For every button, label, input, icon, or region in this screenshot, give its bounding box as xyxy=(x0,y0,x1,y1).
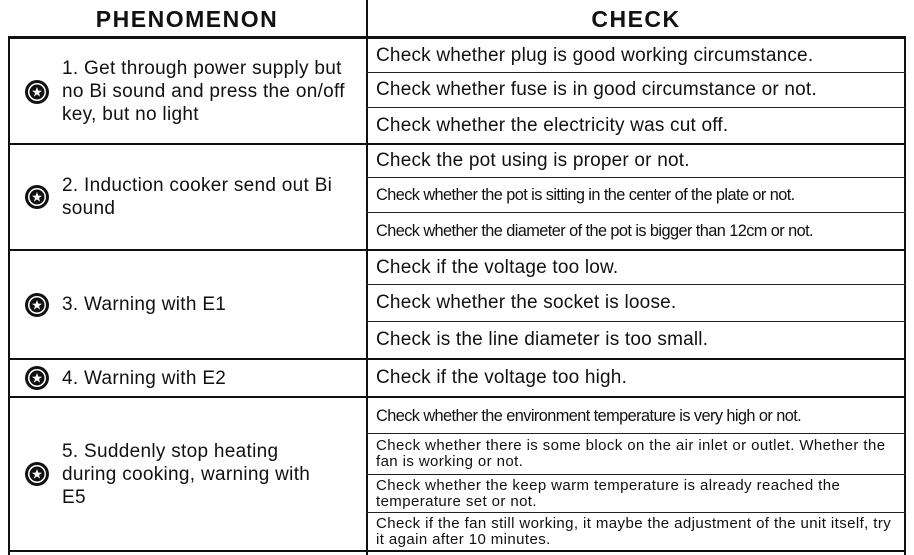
phenomenon-row-1 xyxy=(24,40,364,143)
check-item: Check whether the diameter of the pot is bigger than 12cm or not. xyxy=(376,221,814,240)
star-in-circle-icon xyxy=(24,365,50,391)
check-item: Check whether the electricity was cut off. xyxy=(376,114,729,136)
star-in-circle-icon xyxy=(24,184,50,210)
check-item: Check whether the pot is sitting in the center of the plate or not. xyxy=(376,185,795,204)
check-item: Check whether plug is good working circumstance. xyxy=(376,44,814,66)
phenomenon-row-5 xyxy=(24,398,334,550)
check-item: Check if the fan still working, it maybe the adjustment of the unit itself, try it again after 10 minutes. xyxy=(376,514,892,548)
check-item: Check whether the keep warm temperature is already reached the temperature set or not. xyxy=(376,476,841,510)
check-item: Check whether there is some block on the air inlet or outlet. Whether the fan is working or not. xyxy=(376,437,886,470)
phenomenon-text: 4. Warning with E2 xyxy=(62,367,227,389)
phenomenon-text: 5. Suddenly stop heating during cooking, warning with E5 xyxy=(62,440,311,508)
check-item: Check if the voltage too high. xyxy=(376,367,628,388)
star-in-circle-icon xyxy=(24,461,50,487)
check-item: Check whether the socket is loose. xyxy=(376,292,677,313)
check-item: Check the pot using is proper or not. xyxy=(376,150,690,171)
phenomenon-row-2 xyxy=(24,145,354,249)
phenomenon-row-4 xyxy=(24,360,354,396)
check-item: Check is the line diameter is too small. xyxy=(376,329,709,350)
phenomenon-text: 1. Get through power supply but no Bi sound and press the on/off key, but no light xyxy=(62,58,345,125)
star-in-circle-icon xyxy=(24,292,50,318)
phenomenon-header: PHENOMENON xyxy=(95,5,279,32)
phenomenon-text: 2. Induction cooker send out Bi sound xyxy=(62,175,333,219)
check-item: Check whether fuse is in good circumstance or not. xyxy=(376,79,817,100)
phenomenon-text: 3. Warning with E1 xyxy=(62,294,227,315)
phenomenon-row-3 xyxy=(24,251,354,358)
check-header: CHECK xyxy=(591,5,681,32)
check-item: Check if the voltage too low. xyxy=(376,256,619,278)
check-item: Check whether the environment temperature is very high or not. xyxy=(376,405,802,425)
star-in-circle-icon xyxy=(24,79,50,105)
